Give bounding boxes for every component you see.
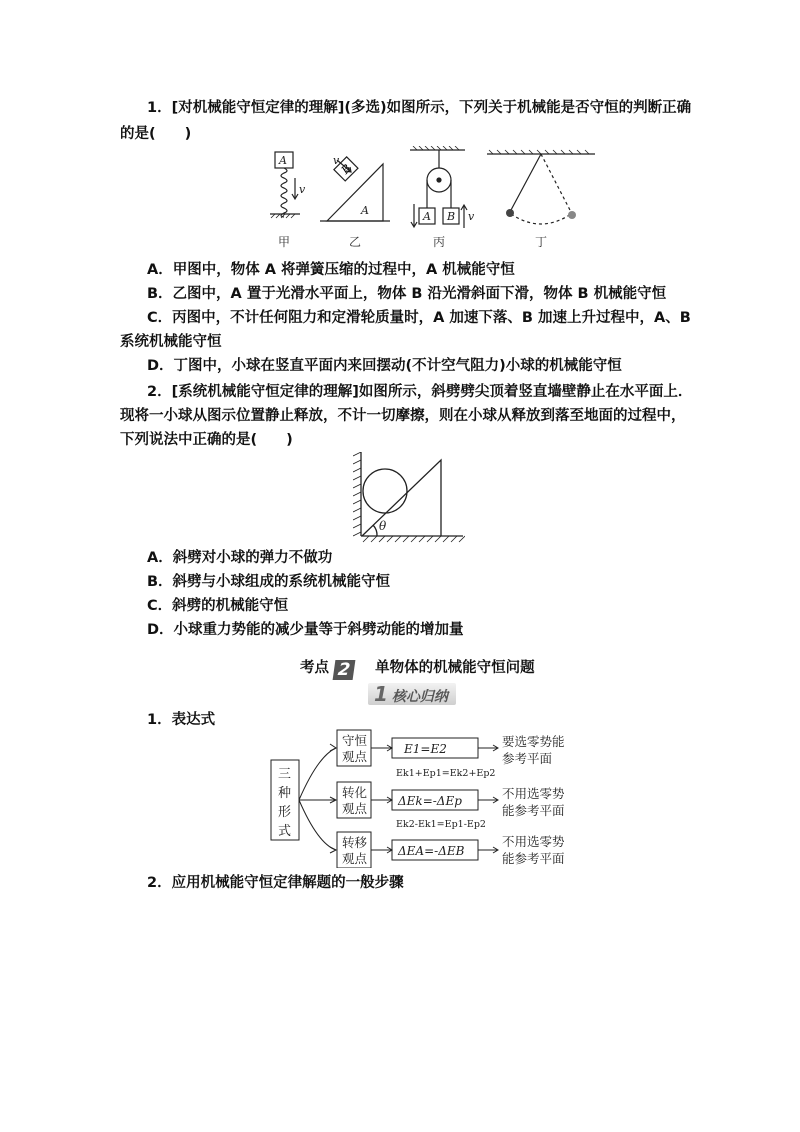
spring: [281, 168, 287, 217]
steps-title: 2．应用机械能守恒定律解题的一般步骤: [147, 875, 404, 891]
label-v-jia: v: [299, 183, 306, 196]
q1-figure: [265, 146, 605, 256]
q2-option-c: C．斜劈的机械能守恒: [147, 598, 289, 614]
section-number-icon: 2: [333, 660, 356, 680]
ball: [363, 469, 407, 513]
label-b-bing: B: [447, 210, 456, 223]
root-char-2: 种: [278, 786, 292, 801]
root-char-1: 三: [278, 767, 292, 782]
label-v-bing: v: [468, 210, 475, 223]
formula-2: ΔEk=-ΔEp: [398, 794, 462, 808]
q2-stem-line3: 下列说法中正确的是( ): [120, 432, 293, 448]
view-3b: 观点: [342, 851, 368, 866]
caption-bing: 丙: [433, 235, 446, 249]
note-2b: 能参考平面: [502, 803, 565, 818]
core-summary-badge: [368, 683, 456, 705]
q2-option-a: A．斜劈对小球的弹力不做功: [147, 550, 333, 566]
q1-option-c-cont: 系统机械能守恒: [120, 334, 222, 350]
view-2a: 转化: [342, 785, 368, 800]
expression-title: 1．表达式: [147, 712, 216, 728]
caption-ding: 丁: [535, 235, 548, 249]
q1-option-d: D．丁图中，小球在竖直平面内来回摆动(不计空气阻力)小球的机械能守恒: [147, 358, 622, 374]
pendulum-string: [511, 154, 541, 210]
angle-theta: θ: [379, 519, 387, 533]
q2-stem-line1: 2．[系统机械能守恒定律的理解]如图所示，斜劈劈尖顶着竖直墙壁静止在水平面上．: [147, 384, 693, 400]
q1-stem-line2: 的是( ): [120, 126, 192, 142]
root-char-4: 式: [278, 824, 292, 839]
view-3a: 转移: [342, 835, 368, 850]
q2-stem-line2: 现将一小球从图示位置静止释放，不计一切摩擦，则在小球从释放到落至地面的过程中，: [120, 408, 686, 424]
view-1a: 守恒: [342, 733, 368, 748]
q1-option-c: C．丙图中，不计任何阻力和定滑轮质量时，A 加速下落、B 加速上升过程中，A、B: [147, 310, 691, 326]
view-2b: 观点: [342, 801, 368, 816]
root-text: [278, 767, 291, 839]
section-title: 单物体的机械能守恒问题: [375, 660, 535, 676]
section-heading: [300, 656, 535, 680]
formula-3: ΔEA=-ΔEB: [398, 844, 465, 858]
q2-figure: [353, 452, 465, 544]
label-v-yi: v: [333, 154, 340, 167]
badge-number: 1: [374, 682, 388, 706]
label-b-yi: B: [338, 161, 354, 177]
q1-option-b: B．乙图中，A 置于光滑水平面上，物体 B 沿光滑斜面下滑，物体 B 机械能守恒: [147, 286, 667, 302]
pendulum-ball: [506, 209, 514, 217]
q2-option-d: D．小球重力势能的减少量等于斜劈动能的增加量: [147, 622, 464, 638]
label-a-yi: A: [361, 204, 369, 217]
note-3a: 不用选零势: [502, 834, 565, 849]
note-1b: 参考平面: [502, 751, 553, 766]
badge-text: 核心归纳: [391, 689, 448, 705]
root-char-3: 形: [278, 805, 292, 820]
forms-diagram: [270, 728, 570, 868]
section-prefix: 考点: [300, 660, 329, 676]
formula-1: E1=E2: [404, 742, 447, 756]
subformula-2: Ek2-Ek1=Ep1-Ep2: [396, 819, 486, 830]
caption-yi: 乙: [349, 235, 362, 249]
label-a-bing: A: [423, 210, 431, 223]
note-1a: 要选零势能: [502, 734, 565, 749]
subformula-1: Ek1+Ep1=Ek2+Ep2: [396, 768, 496, 779]
view-1b: 观点: [342, 749, 368, 764]
label-a-jia: A: [279, 154, 287, 167]
caption-jia: 甲: [278, 235, 291, 249]
q2-option-b: B．斜劈与小球组成的系统机械能守恒: [147, 574, 391, 590]
q1-stem-line1: 1．[对机械能守恒定律的理解](多选)如图所示，下列关于机械能是否守恒的判断正确: [147, 100, 692, 116]
note-3b: 能参考平面: [502, 851, 565, 866]
note-2a: 不用选零势: [502, 786, 565, 801]
q1-option-a: A．甲图中，物体 A 将弹簧压缩的过程中，A 机械能守恒: [147, 262, 515, 278]
